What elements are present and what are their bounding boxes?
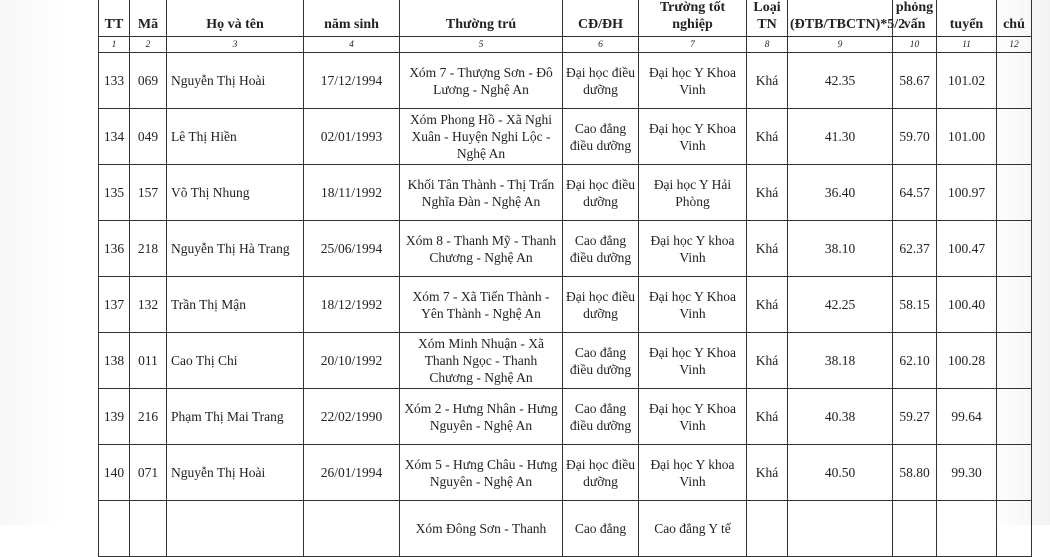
address: Xóm Minh Nhuận - Xã Thanh Ngọc - Thanh Chương - Nghệ An — [400, 333, 563, 389]
birth-date: 18/11/1992 — [304, 165, 400, 221]
degree-level: Đại học điều dưỡng — [563, 445, 639, 501]
header-cell: Mã — [130, 0, 167, 37]
total-score: 99.30 — [937, 445, 997, 501]
table-row — [99, 389, 1032, 445]
header-cell: năm sinh — [304, 0, 400, 37]
interview-score — [893, 501, 937, 557]
birth-date: 22/02/1990 — [304, 389, 400, 445]
candidate-code: 069 — [130, 53, 167, 109]
table-row — [99, 501, 1032, 557]
header-cell: Loại TN — [747, 0, 788, 37]
weighted-score: 36.40 — [788, 165, 893, 221]
degree-level: Đại học điều dưỡng — [563, 53, 639, 109]
header-cell: tuyển — [937, 0, 997, 37]
birth-date — [304, 501, 400, 557]
column-number: 9 — [788, 37, 893, 53]
candidate-code: 216 — [130, 389, 167, 445]
note — [997, 501, 1032, 557]
degree-level: Cao đẳng điều dưỡng — [563, 333, 639, 389]
interview-score: 58.15 — [893, 277, 937, 333]
header-cell: (ĐTB/TBCTN)*5/2 — [788, 0, 893, 37]
weighted-score: 41.30 — [788, 109, 893, 165]
note — [997, 221, 1032, 277]
row-index: 137 — [99, 277, 130, 333]
candidate-code: 071 — [130, 445, 167, 501]
weighted-score: 42.35 — [788, 53, 893, 109]
birth-date: 02/01/1993 — [304, 109, 400, 165]
column-number-row — [99, 37, 1032, 53]
degree-level: Cao đẳng điều dưỡng — [563, 221, 639, 277]
row-index: 138 — [99, 333, 130, 389]
graduation-school: Cao đẳng Y tế — [639, 501, 747, 557]
address: Xóm 2 - Hưng Nhân - Hưng Nguyên - Nghệ An — [400, 389, 563, 445]
candidate-code: 011 — [130, 333, 167, 389]
graduation-rank — [747, 501, 788, 557]
header-cell: Thường trú — [400, 0, 563, 37]
candidate-name: Cao Thị Chi — [167, 333, 304, 389]
candidate-code: 049 — [130, 109, 167, 165]
weighted-score: 40.38 — [788, 389, 893, 445]
header-cell: Trường tốt nghiệp — [639, 0, 747, 37]
note — [997, 53, 1032, 109]
candidate-name — [167, 501, 304, 557]
graduation-school: Đại học Y khoa Vinh — [639, 445, 747, 501]
table-body — [99, 53, 1032, 557]
note — [997, 389, 1032, 445]
total-score: 100.47 — [937, 221, 997, 277]
table-row — [99, 277, 1032, 333]
interview-score: 59.70 — [893, 109, 937, 165]
note — [997, 333, 1032, 389]
column-number: 4 — [304, 37, 400, 53]
column-number: 5 — [400, 37, 563, 53]
table-row — [99, 165, 1032, 221]
address: Khối Tân Thành - Thị Trấn Nghĩa Đàn - Nghệ An — [400, 165, 563, 221]
total-score: 101.00 — [937, 109, 997, 165]
header-cell: Họ và tên — [167, 0, 304, 37]
graduation-rank: Khá — [747, 221, 788, 277]
degree-level: Cao đẳng điều dưỡng — [563, 109, 639, 165]
graduation-rank: Khá — [747, 389, 788, 445]
row-index: 139 — [99, 389, 130, 445]
header-cell: chú — [997, 0, 1032, 37]
header-cell: CĐ/ĐH — [563, 0, 639, 37]
column-number: 11 — [937, 37, 997, 53]
candidate-name: Nguyễn Thị Hoài — [167, 445, 304, 501]
weighted-score: 38.10 — [788, 221, 893, 277]
note — [997, 445, 1032, 501]
address: Xóm 7 - Xã Tiến Thành - Yên Thành - Nghệ An — [400, 277, 563, 333]
interview-score: 64.57 — [893, 165, 937, 221]
candidate-name: Võ Thị Nhung — [167, 165, 304, 221]
table-row — [99, 445, 1032, 501]
interview-score: 58.80 — [893, 445, 937, 501]
row-index: 135 — [99, 165, 130, 221]
birth-date: 25/06/1994 — [304, 221, 400, 277]
birth-date: 18/12/1992 — [304, 277, 400, 333]
row-index — [99, 501, 130, 557]
degree-level: Đại học điều dưỡng — [563, 165, 639, 221]
address: Xóm Đông Sơn - Thanh — [400, 501, 563, 557]
address: Xóm Phong Hồ - Xã Nghi Xuân - Huyện Nghi Lộc - Nghệ An — [400, 109, 563, 165]
address: Xóm 8 - Thanh Mỹ - Thanh Chương - Nghệ An — [400, 221, 563, 277]
degree-level: Đại học điều dưỡng — [563, 277, 639, 333]
note — [997, 165, 1032, 221]
total-score: 99.64 — [937, 389, 997, 445]
graduation-school: Đại học Y Khoa Vinh — [639, 109, 747, 165]
degree-level: Cao đẳng — [563, 501, 639, 557]
birth-date: 17/12/1994 — [304, 53, 400, 109]
graduation-school: Đại học Y khoa Vinh — [639, 221, 747, 277]
graduation-rank: Khá — [747, 165, 788, 221]
graduation-rank: Khá — [747, 53, 788, 109]
total-score: 100.97 — [937, 165, 997, 221]
table-row — [99, 333, 1032, 389]
header-row — [99, 0, 1032, 37]
address: Xóm 7 - Thượng Sơn - Đô Lương - Nghệ An — [400, 53, 563, 109]
table-row — [99, 53, 1032, 109]
note — [997, 277, 1032, 333]
candidate-name: Nguyễn Thị Hoài — [167, 53, 304, 109]
weighted-score: 38.18 — [788, 333, 893, 389]
row-index: 140 — [99, 445, 130, 501]
birth-date: 20/10/1992 — [304, 333, 400, 389]
candidate-code: 218 — [130, 221, 167, 277]
results-table — [98, 0, 1032, 557]
candidate-code: 132 — [130, 277, 167, 333]
graduation-rank: Khá — [747, 277, 788, 333]
header-cell: phỏng vấn — [893, 0, 937, 37]
row-index: 136 — [99, 221, 130, 277]
row-index: 134 — [99, 109, 130, 165]
column-number: 8 — [747, 37, 788, 53]
table-row — [99, 109, 1032, 165]
birth-date: 26/01/1994 — [304, 445, 400, 501]
candidate-name: Trần Thị Mận — [167, 277, 304, 333]
interview-score: 62.37 — [893, 221, 937, 277]
graduation-school: Đại học Y Khoa Vinh — [639, 53, 747, 109]
graduation-rank: Khá — [747, 445, 788, 501]
column-number: 10 — [893, 37, 937, 53]
table-row — [99, 221, 1032, 277]
total-score — [937, 501, 997, 557]
candidate-code — [130, 501, 167, 557]
column-number: 7 — [639, 37, 747, 53]
graduation-school: Đại học Y Khoa Vinh — [639, 277, 747, 333]
total-score: 101.02 — [937, 53, 997, 109]
column-number: 2 — [130, 37, 167, 53]
graduation-rank: Khá — [747, 109, 788, 165]
column-number: 1 — [99, 37, 130, 53]
address: Xóm 5 - Hưng Châu - Hưng Nguyên - Nghệ An — [400, 445, 563, 501]
column-number: 12 — [997, 37, 1032, 53]
candidate-name: Phạm Thị Mai Trang — [167, 389, 304, 445]
weighted-score: 40.50 — [788, 445, 893, 501]
weighted-score: 42.25 — [788, 277, 893, 333]
graduation-school: Đại học Y Khoa Vinh — [639, 389, 747, 445]
interview-score: 59.27 — [893, 389, 937, 445]
column-number: 6 — [563, 37, 639, 53]
total-score: 100.28 — [937, 333, 997, 389]
row-index: 133 — [99, 53, 130, 109]
note — [997, 109, 1032, 165]
candidate-code: 157 — [130, 165, 167, 221]
weighted-score — [788, 501, 893, 557]
interview-score: 58.67 — [893, 53, 937, 109]
header-cell: TT — [99, 0, 130, 37]
column-number: 3 — [167, 37, 304, 53]
total-score: 100.40 — [937, 277, 997, 333]
graduation-school: Đại học Y Hải Phòng — [639, 165, 747, 221]
graduation-rank: Khá — [747, 333, 788, 389]
candidate-name: Nguyễn Thị Hà Trang — [167, 221, 304, 277]
candidate-name: Lê Thị Hiền — [167, 109, 304, 165]
degree-level: Cao đẳng điều dưỡng — [563, 389, 639, 445]
graduation-school: Đại học Y Khoa Vinh — [639, 333, 747, 389]
interview-score: 62.10 — [893, 333, 937, 389]
